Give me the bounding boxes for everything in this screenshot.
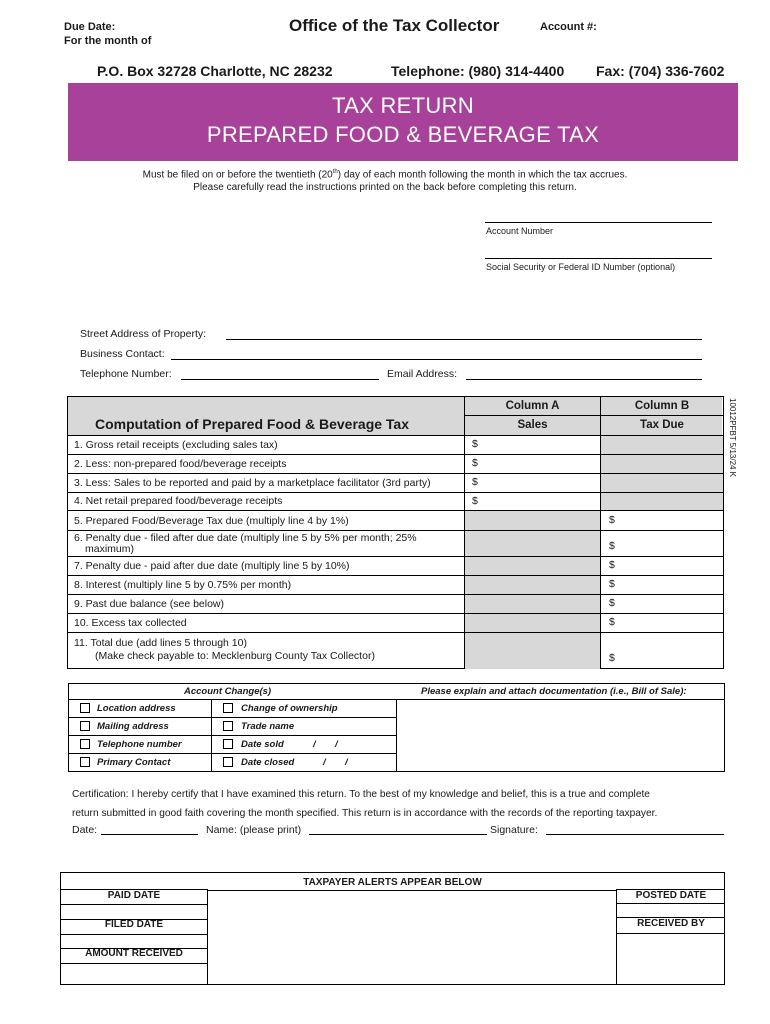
row-6-label: 6. Penalty due - filed after due date (multiply line 5 by 5% per month; 25% <box>74 532 417 544</box>
row-line-3 <box>68 473 723 474</box>
alerts-title: TAXPAYER ALERTS APPEAR BELOW <box>303 877 482 888</box>
telephone: Telephone: (980) 314-4400 <box>391 63 565 79</box>
trade-name-checkbox[interactable] <box>223 721 233 731</box>
row-6-label-cont: maximum) <box>85 543 134 555</box>
title-banner <box>68 83 738 161</box>
row-5-label: 5. Prepared Food/Beverage Tax due (multiply line 4 by 1%) <box>74 515 349 527</box>
row-line-7 <box>68 556 723 557</box>
date-sold-slash-1: / <box>313 739 316 750</box>
posted-date-label: POSTED DATE <box>635 890 707 901</box>
mailing-address-checkbox[interactable] <box>80 721 90 731</box>
primary-contact-checkbox[interactable] <box>80 757 90 767</box>
posted-date-field[interactable] <box>616 904 724 918</box>
email-label: Email Address: <box>387 368 458 380</box>
row-8-label: 8. Interest (multiply line 5 by 0.75% per month) <box>74 579 292 591</box>
row-6-colB-input[interactable]: $ <box>609 540 615 552</box>
filed-date-label: FILED DATE <box>104 919 164 930</box>
row-line-10 <box>68 613 723 614</box>
row-3-colA-input[interactable]: $ <box>472 476 478 488</box>
row-5-colB-input[interactable]: $ <box>609 514 615 526</box>
date-closed-slash-2: / <box>345 757 348 768</box>
banner-title-2: PREPARED FOOD & BEVERAGE TAX <box>206 122 600 147</box>
phone-label: Telephone Number: <box>80 368 172 380</box>
change-ownership-label: Change of ownership <box>241 703 338 714</box>
account-label: Account #: <box>540 21 597 33</box>
location-address-checkbox[interactable] <box>80 703 90 713</box>
cert-line-1: Certification: I hereby certify that I have examined this return. To the best of my knowledge and belief, this is a true and complete <box>72 789 650 800</box>
row-10-colB-input[interactable]: $ <box>609 616 615 628</box>
achg-explain: Please explain and attach documentation (i.e., Bill of Sale): <box>421 686 687 697</box>
explain-textarea[interactable] <box>397 700 723 771</box>
certification-text <box>72 785 657 823</box>
amount-received-label: AMOUNT RECEIVED <box>85 948 183 959</box>
paid-date-label: PAID DATE <box>107 890 161 901</box>
date-sold-checkbox[interactable] <box>223 739 233 749</box>
row-11-label: 11. Total due (add lines 5 through 10) <box>74 637 247 649</box>
achg-line-2 <box>69 735 396 736</box>
filed-date-field[interactable] <box>61 935 208 949</box>
cert-date-field[interactable] <box>101 834 198 835</box>
cert-signature-label: Signature: <box>490 824 538 836</box>
telephone-number-checkbox[interactable] <box>80 739 90 749</box>
mailing-address-label: Mailing address <box>97 721 169 732</box>
date-sold-label: Date sold <box>241 739 284 750</box>
achg-line-3 <box>69 753 396 754</box>
row-10-label: 10. Excess tax collected <box>74 617 187 629</box>
posted-date-cell <box>616 889 725 904</box>
date-closed-slash-1: / <box>323 757 326 768</box>
colB-header: Column B <box>634 400 690 412</box>
street-label: Street Address of Property: <box>80 328 207 340</box>
due-date-label: Due Date: <box>64 21 116 33</box>
cert-date-label: Date: <box>72 824 98 836</box>
instr-sup: th <box>332 169 338 175</box>
achg-line-1 <box>69 717 396 718</box>
instructions <box>0 166 770 194</box>
row-2-label: 2. Less: non-prepared food/beverage receipts <box>74 458 287 470</box>
date-sold-slash-2: / <box>335 739 338 750</box>
row-11-label-cont: (Make check payable to: Mecklenburg County Tax Collector) <box>95 650 375 662</box>
row-line-1 <box>68 435 723 436</box>
row-3-label: 3. Less: Sales to be reported and paid by a marketplace facilitator (3rd party) <box>74 477 431 489</box>
date-closed-checkbox[interactable] <box>223 757 233 767</box>
ssn-field[interactable] <box>485 258 712 259</box>
row-line-5 <box>68 510 723 511</box>
phone-field[interactable] <box>181 379 379 380</box>
fax: Fax: (704) 336-7602 <box>596 63 725 79</box>
row-line-6 <box>68 530 723 531</box>
received-by-cell <box>616 918 725 934</box>
paid-date-cell <box>61 889 208 905</box>
row-1-colA-input[interactable]: $ <box>472 438 478 450</box>
row-line-11 <box>68 632 723 633</box>
month-label: For the month of <box>64 35 152 47</box>
location-address-label: Location address <box>97 703 176 714</box>
po-box: P.O. Box 32728 Charlotte, NC 28232 <box>97 63 333 79</box>
ssn-label: Social Security or Federal ID Number (optional) <box>486 262 676 272</box>
change-ownership-checkbox[interactable] <box>223 703 233 713</box>
computation-table <box>67 396 724 669</box>
street-field[interactable] <box>226 339 702 340</box>
colA-sub: Sales <box>517 419 548 431</box>
received-by-label: RECEIVED BY <box>637 918 705 929</box>
colB-sub: Tax Due <box>640 419 684 431</box>
row-4-label: 4. Net retail prepared food/beverage receipts <box>74 495 283 507</box>
row-7-label: 7. Penalty due - paid after due date (multiply line 5 by 10%) <box>74 560 350 572</box>
cert-line-2: return submitted in good faith covering the month specified. This return is in accordance with the records of the reporting taxpayer. <box>72 808 658 819</box>
email-field[interactable] <box>466 379 702 380</box>
paid-date-field[interactable] <box>61 906 208 920</box>
business-label: Business Contact: <box>80 348 165 360</box>
achg-title: Account Change(s) <box>184 686 272 697</box>
row-7-colB-input[interactable]: $ <box>609 559 615 571</box>
header-split <box>464 415 723 416</box>
divider-a <box>464 397 465 668</box>
row-9-colB-input[interactable]: $ <box>609 597 615 609</box>
row-line-8 <box>68 575 723 576</box>
colA-header: Column A <box>505 400 560 412</box>
taxpayer-alerts-box <box>60 872 725 985</box>
amount-received-cell <box>61 948 208 964</box>
row-1-label: 1. Gross retail receipts (excluding sales tax) <box>74 439 278 451</box>
colA-shade-2 <box>465 511 600 669</box>
divider-b <box>600 397 601 668</box>
row-9-label: 9. Past due balance (see below) <box>74 598 225 610</box>
row-11-colB-input[interactable]: $ <box>609 652 615 664</box>
achg-mid-divider <box>211 699 212 772</box>
row-2-colA-input[interactable]: $ <box>472 457 478 469</box>
row-line-9 <box>68 594 723 595</box>
instr-pre: Must be filed on or before the twentieth (20 <box>142 169 333 181</box>
instr-line-2: Please carefully read the instructions printed on the back before completing this return. <box>193 182 577 194</box>
cert-signature-field[interactable] <box>546 834 724 835</box>
cert-name-label: Name: (please print) <box>206 824 302 836</box>
date-closed-label: Date closed <box>241 757 295 768</box>
side-code: 10012PFBT 5/13/24 K <box>728 398 737 478</box>
account-number-label: Account Number <box>486 226 554 236</box>
office-title: Office of the Tax Collector <box>289 16 500 35</box>
instr-post: ) day of each month following the month in which the tax accrues. <box>337 169 628 181</box>
banner-title-1: TAX RETURN <box>332 93 474 118</box>
account-number-field[interactable] <box>485 222 712 223</box>
primary-contact-label: Primary Contact <box>97 757 171 768</box>
business-field[interactable] <box>171 359 702 360</box>
trade-name-label: Trade name <box>241 721 295 732</box>
row-line-2 <box>68 454 723 455</box>
account-changes-table <box>68 683 725 772</box>
telephone-number-label: Telephone number <box>97 739 182 750</box>
cert-name-field[interactable] <box>309 834 487 835</box>
row-4-colA-input[interactable]: $ <box>472 495 478 507</box>
alerts-title-line <box>208 890 617 891</box>
filed-date-cell <box>61 919 208 935</box>
row-line-4 <box>68 492 723 493</box>
computation-title: Computation of Prepared Food & Beverage Tax <box>95 416 410 432</box>
row-8-colB-input[interactable]: $ <box>609 578 615 590</box>
